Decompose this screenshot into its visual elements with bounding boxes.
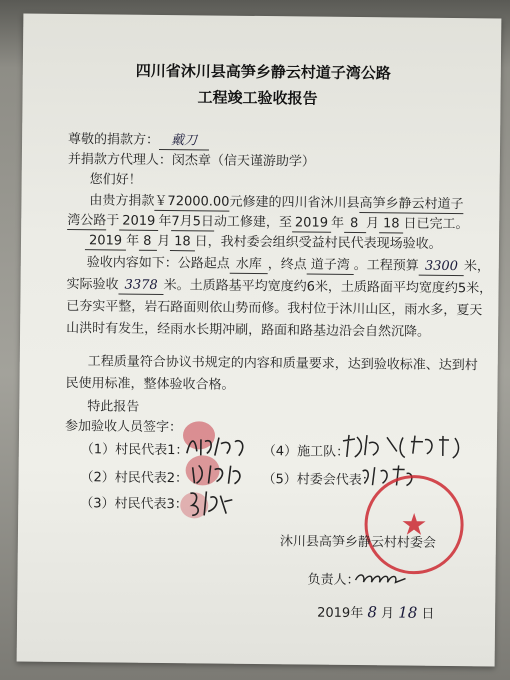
date-month: 8 bbox=[367, 603, 378, 622]
paragraph-4-line-2: 民使用标准，整体验收合格。 bbox=[65, 375, 235, 393]
p1-year-sep: 年 bbox=[158, 213, 172, 230]
date-day: 18 bbox=[398, 603, 418, 622]
p2-y: 年 bbox=[126, 233, 140, 249]
p1-prefix: 由贵方捐款 bbox=[89, 193, 155, 209]
date-m: 月 bbox=[380, 606, 395, 622]
end-month: 8 bbox=[344, 215, 366, 233]
signature-rep3 bbox=[186, 487, 236, 520]
paragraph-4-line-1: 工程质量符合协议书规定的内容和质量要求，达到验收标准、达到村 bbox=[87, 354, 478, 374]
end-point: 道子湾 bbox=[307, 256, 354, 274]
committee-name: 沐川县高笋乡静云村村委会 bbox=[279, 534, 436, 551]
official-seal bbox=[362, 472, 467, 577]
budget-value: 3300 bbox=[419, 258, 464, 276]
signature-rep2 bbox=[188, 459, 248, 488]
signer-rep2: （2）村民代表2： bbox=[80, 470, 189, 487]
p3-line2-rest: 米。土质路基平均宽度约6米，土质路面平均宽度约5米， bbox=[163, 277, 493, 297]
end-day: 18 bbox=[379, 215, 404, 233]
p1-mid2: 于 bbox=[106, 213, 120, 229]
p1-year-sep-2: 年 bbox=[330, 215, 345, 231]
p3-actual-label: 实际验收 bbox=[66, 276, 119, 293]
paragraph-1-line-2 bbox=[67, 212, 469, 234]
paragraph-3-line-4: 山洪时有发生，经雨水长期冲刷，路面和路基边沿会自然沉降。 bbox=[66, 320, 431, 340]
p3-sep: ，终点 bbox=[267, 257, 307, 273]
project-name-b: 湾公路 bbox=[67, 212, 107, 229]
start-year: 2019 bbox=[119, 213, 158, 231]
title-line-2: 工程竣工验收报告 bbox=[197, 88, 318, 108]
actual-value: 3378 bbox=[118, 277, 163, 295]
svg-text:★: ★ bbox=[400, 507, 428, 543]
start-month-day: 7月5日 bbox=[171, 214, 214, 230]
signer-team: （4）施工队： bbox=[262, 444, 350, 460]
signers-label: 参加验收人员签字： bbox=[65, 418, 183, 436]
donation-amount: ￥72000.00 bbox=[154, 193, 230, 210]
donor-name: 戴刀 bbox=[159, 132, 209, 151]
signature-rep1 bbox=[183, 431, 253, 460]
start-point: 水库 bbox=[230, 256, 268, 274]
greeting: 您们好！ bbox=[89, 172, 142, 188]
p1-month-sep: 月 bbox=[365, 216, 380, 232]
date-year: 2019年 bbox=[317, 605, 364, 622]
paragraph-3-line-3: 已夯实平整，岩石路面则依山势而修。我村位于沐川山区，雨水多，夏天 bbox=[66, 298, 483, 319]
p3-budget-label: 。工程预算 bbox=[353, 257, 419, 274]
paragraph-2 bbox=[85, 232, 442, 254]
p1-suffix: 日已完工。 bbox=[403, 216, 469, 233]
p2-d: 日， bbox=[194, 234, 221, 250]
inspection-month: 8 bbox=[139, 233, 157, 251]
p3-unit1: 米， bbox=[463, 259, 491, 275]
paragraph-1-line-1 bbox=[89, 192, 463, 214]
donor-label: 尊敬的捐款方： bbox=[68, 131, 160, 148]
inspection-day: 18 bbox=[170, 233, 195, 251]
date-d: 日 bbox=[421, 606, 435, 622]
paper-sheet bbox=[17, 14, 502, 667]
special-report: 特此报告 bbox=[87, 399, 140, 415]
inspection-year: 2019 bbox=[85, 232, 126, 250]
paragraph-3-line-2 bbox=[66, 276, 492, 298]
paragraph-3-line-1 bbox=[87, 254, 490, 276]
p2-m: 月 bbox=[157, 233, 171, 250]
responsible-label: 负责人： bbox=[307, 572, 360, 589]
signature-responsible bbox=[351, 566, 411, 589]
end-year: 2019 bbox=[292, 214, 331, 232]
report-date bbox=[317, 604, 435, 623]
p3-lead: 验收内容如下：公路起点 bbox=[86, 255, 230, 272]
signer-committee: （5）村委会代表： bbox=[262, 472, 375, 489]
donor-line bbox=[68, 131, 209, 150]
signer-rep1: （1）村民代表1： bbox=[80, 442, 189, 459]
title-line-1: 四川省沐川县高笋乡静云村道子湾公路 bbox=[135, 61, 391, 83]
p1-mid3: 动工修建，至 bbox=[213, 214, 293, 231]
signer-rep3: （3）村民代表3： bbox=[80, 496, 188, 513]
project-name-a: 高笋乡静云村道子 bbox=[359, 196, 464, 213]
agent-line: 并捐款方代理人：闵杰章（信天谨游助学） bbox=[67, 151, 315, 170]
p2-text: 我村委会组织受益村民代表现场验收。 bbox=[220, 234, 442, 252]
signature-team bbox=[339, 431, 469, 462]
p1-mid1: 元修建的四川省沐川县 bbox=[229, 194, 360, 212]
